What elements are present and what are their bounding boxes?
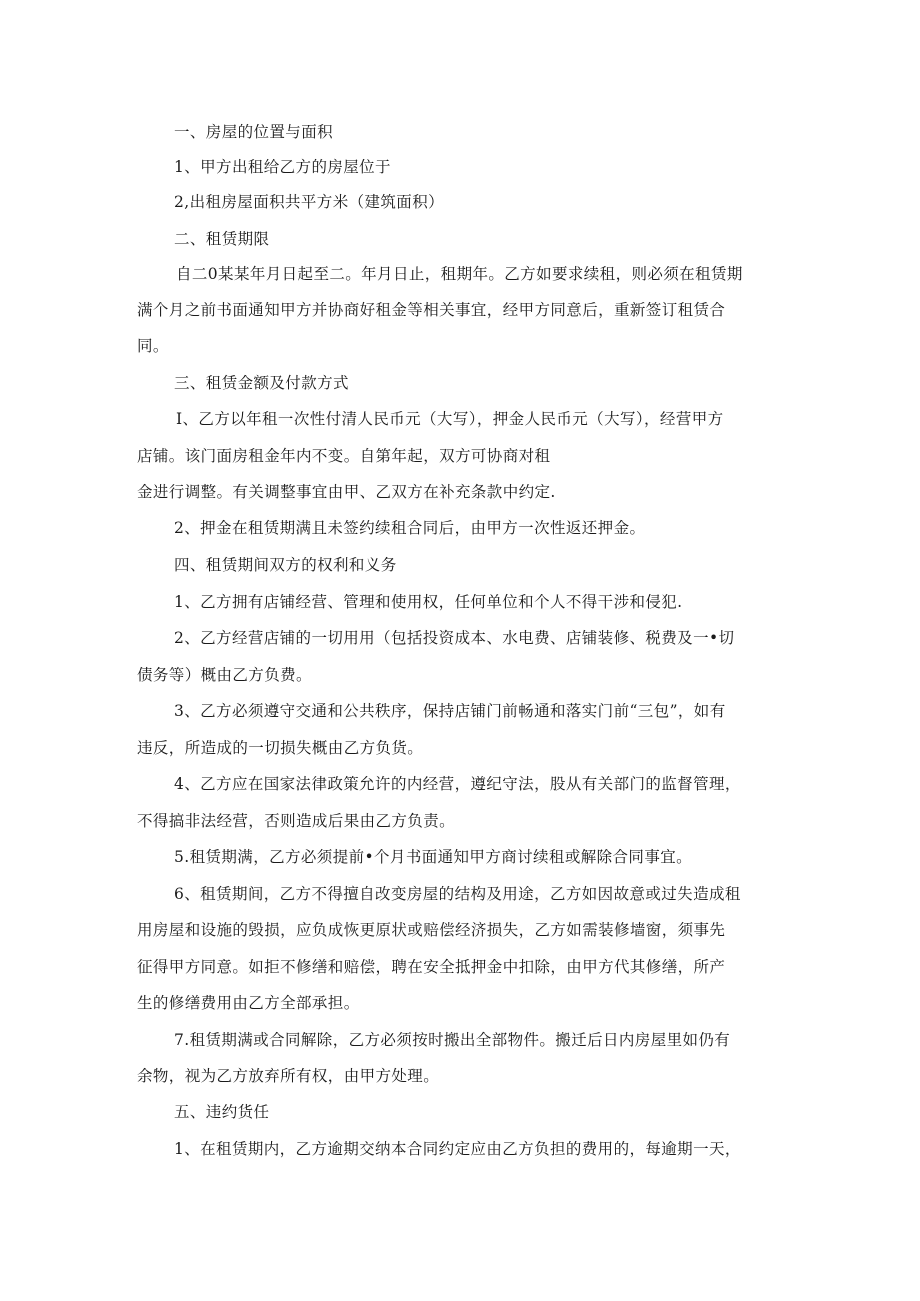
clause-breach-1: 1、在租赁期内，乙方逾期交纳本合同约定应由乙方负担的费用的，每逾期一天， bbox=[174, 1140, 741, 1158]
clause-duty-6-line-3: 征得甲方同意。如拒不修缮和赔偿，聘在安全抵押金中扣除，由甲方代其修缮，所产 bbox=[137, 958, 726, 976]
clause-duty-3-line-1: 3、乙方必须遵守交通和公共秩序，保持店铺门前畅通和落实门前“三包”，如有 bbox=[174, 702, 726, 720]
clause-duty-1: 1、乙方拥有店铺经营、管理和使用权，任何单位和个人不得干涉和侵犯. bbox=[174, 593, 683, 611]
section-heading-breach: 五、违约货任 bbox=[174, 1103, 270, 1121]
clause-duty-6-line-2: 用房屋和设施的毁损，应负成恢更原状或赔偿经济损失，乙方如需装修墙窗，须事先 bbox=[137, 921, 726, 939]
clause-duty-3-line-2: 违反，所造成的一切损失概由乙方负货。 bbox=[137, 739, 424, 757]
clause-rent-line-2: 店铺。该门面房租金年内不变。自第年起，双方可协商对租 bbox=[137, 447, 551, 465]
section-heading-rights-duties: 四、租赁期间双方的权利和义务 bbox=[174, 556, 397, 574]
clause-deposit: 2、押金在租赁期满且未签约续租合同后，由甲方一次性返还押金。 bbox=[174, 519, 646, 537]
clause-rent-line-3: 金进行调整。有关调整事宜由甲、乙双方在补充条款中约定. bbox=[137, 483, 556, 501]
clause-duty-2-line-2: 债务等）概由乙方负费。 bbox=[137, 666, 312, 684]
clause-duty-7-line-2: 余物，视为乙方放弃所有权，由甲方处理。 bbox=[137, 1067, 440, 1085]
section-heading-location-area: 一、房屋的位置与面积 bbox=[174, 123, 334, 141]
clause-duty-6-line-4: 生的修缮费用由乙方全部承担。 bbox=[137, 994, 360, 1012]
clause-duty-6-line-1: 6、租赁期间，乙方不得擅自改变房屋的结构及用途，乙方如因故意或过失造成租 bbox=[174, 885, 741, 903]
paragraph-term-line-3: 同。 bbox=[137, 337, 169, 355]
clause-duty-2-line-1: 2、乙方经营店铺的一切用用（包括投资成本、水电费、店铺装修、税费及一•切 bbox=[174, 629, 735, 647]
clause-duty-4-line-2: 不得搞非法经营，否则造成后果由乙方负责。 bbox=[137, 812, 456, 830]
section-heading-rent-payment: 三、租赁金额及付款方式 bbox=[174, 374, 349, 392]
section-heading-lease-term: 二、租赁期限 bbox=[174, 230, 270, 248]
clause-duty-5: 5.租赁期满，乙方必须提前•个月书面通知甲方商讨续租或解除合同事宜。 bbox=[174, 848, 693, 866]
clause-duty-7-line-1: 7.租赁期满或合同解除，乙方必须按时搬出全部物件。搬迁后日内房屋里如仍有 bbox=[174, 1031, 731, 1049]
clause-location: 1、甲方出租给乙方的房屋位于 bbox=[174, 158, 391, 176]
paragraph-term-line-2: 满个月之前书面通知甲方并协商好租金等相关事宜，经甲方同意后，重新签订租赁合 bbox=[137, 301, 726, 319]
clause-rent-line-1: I、乙方以年租一次性付清人民币元（大写），押金人民币元（大写），经营甲方 bbox=[176, 410, 724, 428]
clause-area: 2,出租房屋面积共平方米（建筑面积） bbox=[174, 193, 444, 211]
paragraph-term-line-1: 自二0某某年月日起至二。年月日止，租期年。乙方如要求续租，则必须在租赁期 bbox=[176, 265, 743, 283]
clause-duty-4-line-1: 4、乙方应在国家法律政策允许的内经营，遵纪守法，股从有关部门的监督管理， bbox=[174, 775, 741, 793]
